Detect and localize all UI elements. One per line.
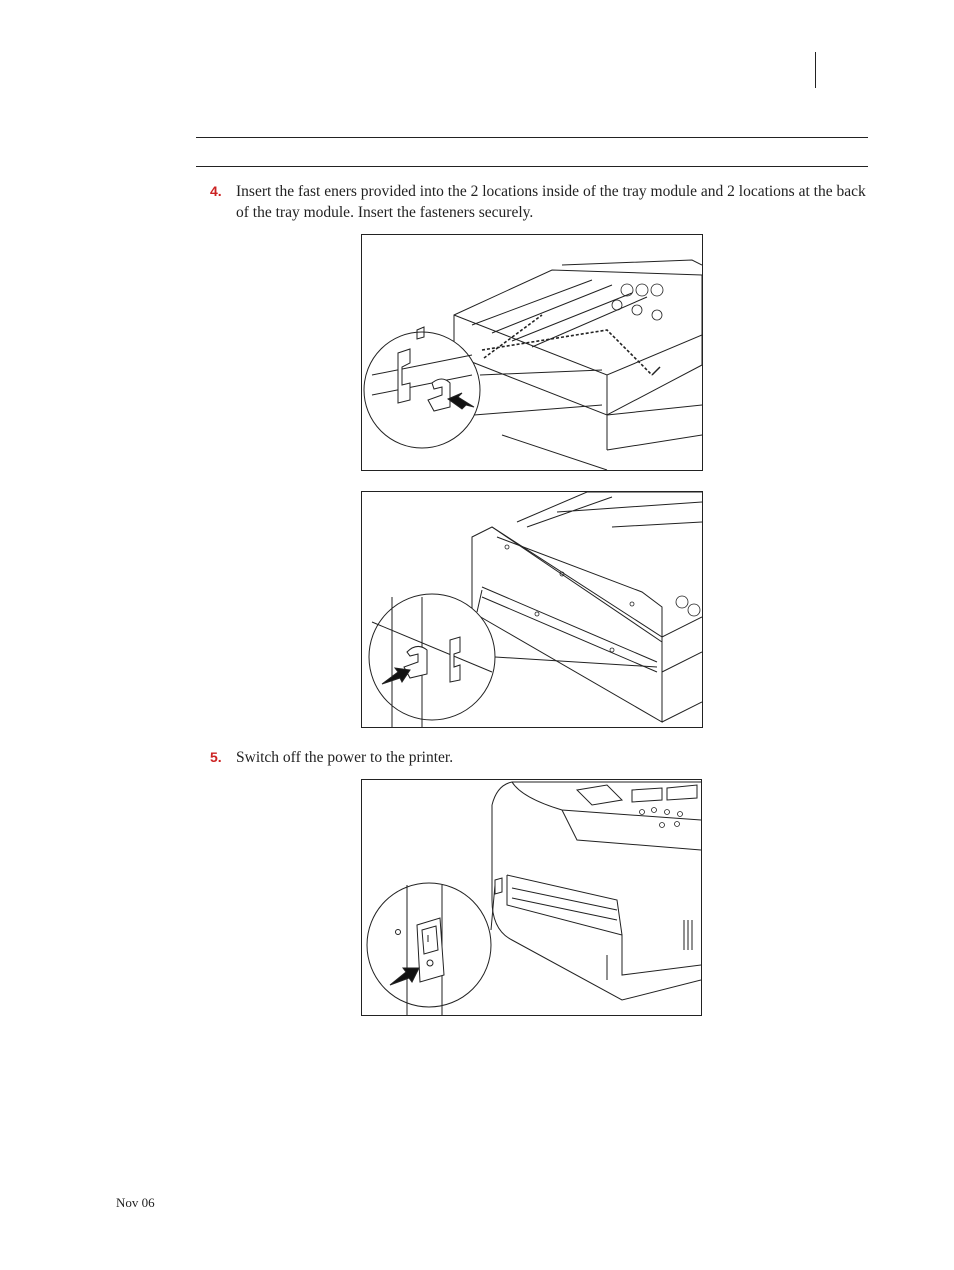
figure-fastener-inside-tray	[361, 234, 703, 471]
margin-bar	[815, 52, 816, 88]
figure-power-switch	[361, 779, 702, 1016]
header-rule-top	[196, 137, 868, 138]
step-4-text: Insert the fast eners provided into the 2 locations inside of the tray module and 2 locations at the back of the tray module. Insert the fasteners securely.	[236, 183, 866, 221]
footer-date: Nov 06	[116, 1195, 155, 1210]
step-4-number: 4.	[210, 183, 222, 199]
header-rule-bottom	[196, 166, 868, 167]
step-5-text: Switch off the power to the printer.	[236, 749, 454, 766]
figure-fastener-back-tray	[361, 491, 703, 728]
step-5-number: 5.	[210, 749, 222, 765]
